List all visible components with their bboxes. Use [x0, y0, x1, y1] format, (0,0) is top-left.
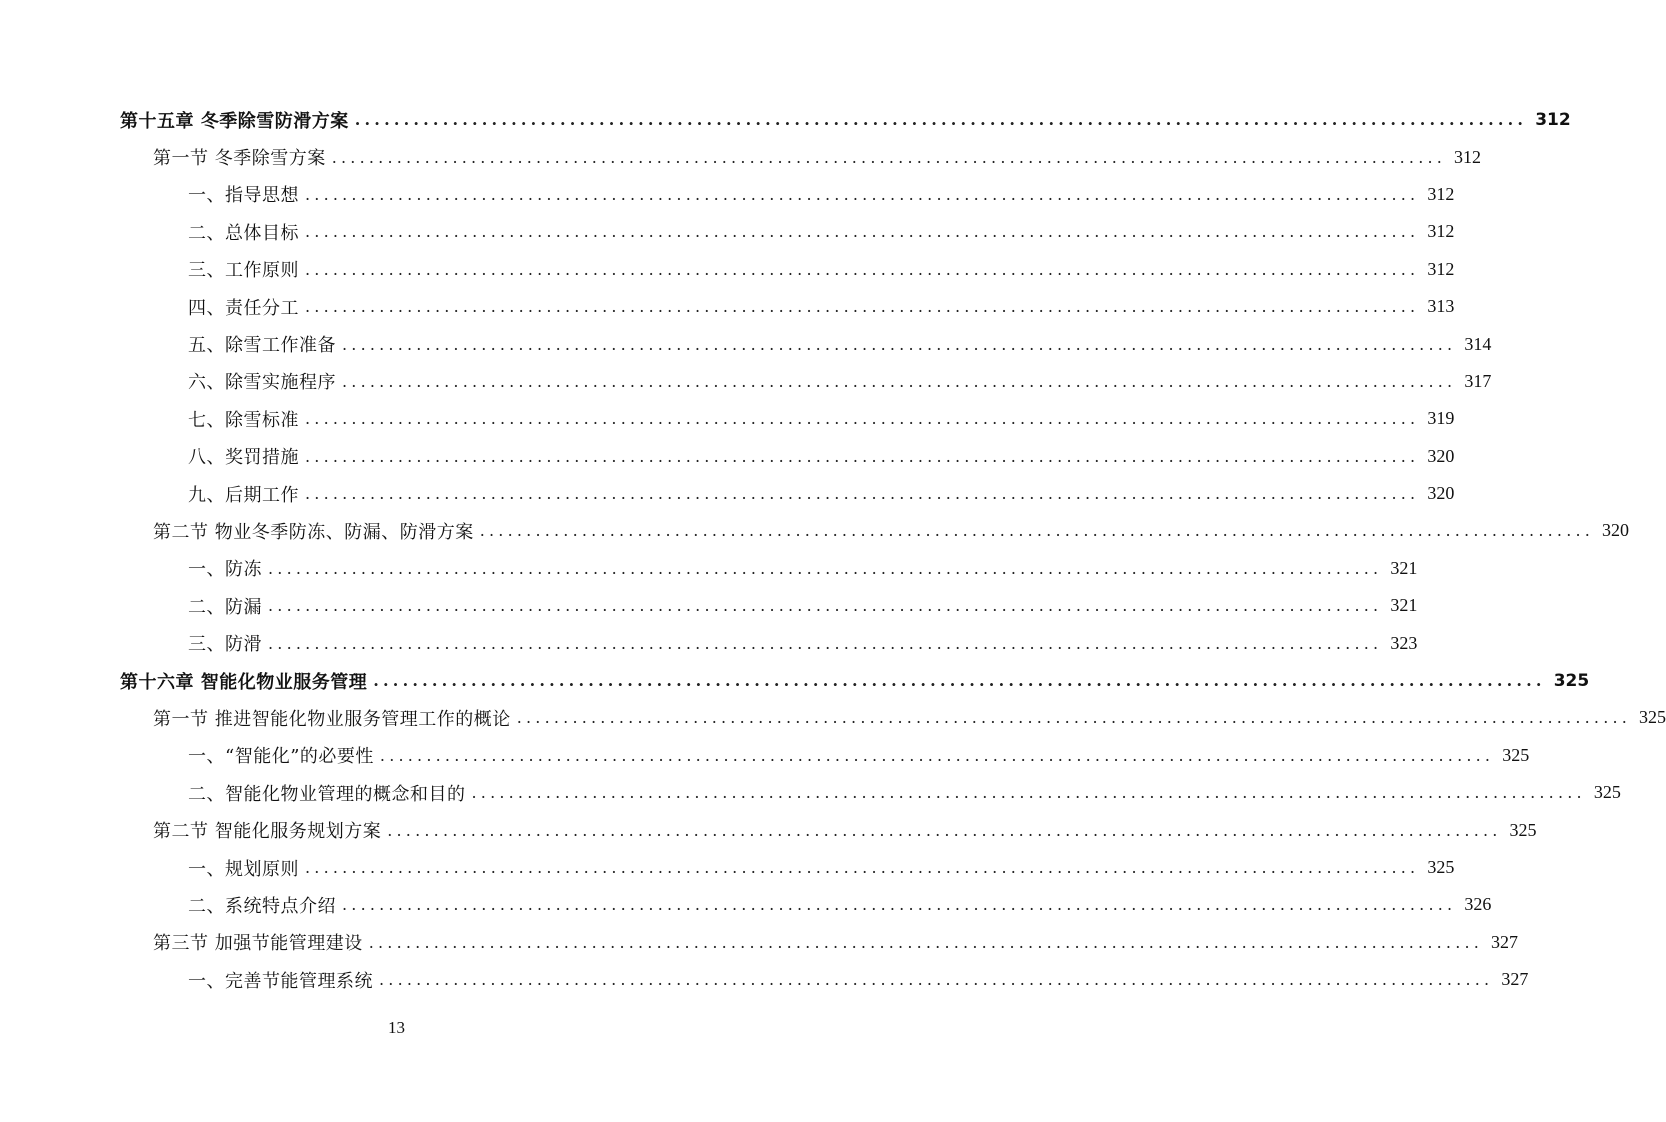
- toc-dot-leader: ........................................................................................................................: [268, 558, 1383, 578]
- toc-entry-title: 第二节 智能化服务规划方案: [153, 821, 382, 843]
- toc-entry-page: 320: [1602, 520, 1630, 541]
- toc-entry-item[interactable]: [0, 587, 1418, 624]
- toc-entry-title: 一、“智能化”的必要性: [188, 746, 374, 768]
- toc-entry-page: 325: [1593, 782, 1621, 803]
- toc-entry-page: 314: [1464, 333, 1492, 354]
- toc-entry-page: 325: [1509, 819, 1537, 840]
- toc-entry-page: 325: [1639, 707, 1666, 728]
- toc-entry-item[interactable]: [0, 961, 1529, 998]
- toc-dot-leader: ........................................................................................................................: [354, 110, 1528, 130]
- toc-entry-item[interactable]: [0, 251, 1455, 288]
- toc-entry-page: 312: [1454, 146, 1482, 167]
- toc-dot-leader: ........................................................................................................................: [479, 521, 1595, 541]
- toc-dot-leader: ........................................................................................................................: [379, 745, 1495, 765]
- toc-entry-title: 二、防漏: [188, 596, 262, 618]
- toc-entry-page: 312: [1535, 109, 1571, 130]
- toc-entry-page: 319: [1427, 408, 1455, 429]
- toc-entry-page: 323: [1390, 632, 1418, 653]
- toc-entry-page: 321: [1390, 595, 1418, 616]
- toc-entry-title: 八、奖罚措施: [188, 447, 299, 469]
- toc-dot-leader: ........................................................................................................................: [373, 671, 1546, 691]
- toc-entry-page: 312: [1427, 183, 1455, 204]
- toc-entry-page: 325: [1427, 857, 1455, 877]
- toc-entry-title: 二、智能化物业管理的概念和目的: [188, 783, 466, 805]
- toc-entry-title: 七、除雪标准: [188, 409, 299, 431]
- toc-entry-item[interactable]: [0, 325, 1492, 362]
- toc-dot-leader: ........................................................................................................................: [516, 708, 1632, 728]
- toc-entry-title: 三、防滑: [188, 634, 262, 656]
- toc-entry-page: 317: [1464, 370, 1492, 391]
- toc-entry-title: 五、除雪工作准备: [188, 335, 336, 357]
- toc-entry-title: 一、指导思想: [188, 185, 299, 207]
- toc-entry-item[interactable]: [0, 475, 1455, 512]
- toc-dot-leader: ........................................................................................................................: [342, 895, 1457, 915]
- toc-entry-chapter[interactable]: [0, 662, 1590, 699]
- toc-entry-title: 二、总体目标: [188, 222, 299, 244]
- toc-dot-leader: ........................................................................................................................: [368, 932, 1484, 952]
- toc-dot-leader: ........................................................................................................................: [305, 409, 1420, 429]
- toc-entry-page: 325: [1553, 670, 1590, 691]
- toc-entry-title: 第十五章 冬季除雪防滑方案: [120, 110, 349, 132]
- toc-entry-page: 320: [1427, 445, 1455, 466]
- toc-entry-title: 第二节 物业冬季防冻、防漏、防滑方案: [153, 521, 474, 543]
- toc-entry-page: 312: [1427, 258, 1455, 279]
- toc-entry-title: 第一节 推进智能化物业服务管理工作的概论: [153, 708, 511, 730]
- toc-dot-leader: ........................................................................................................................: [342, 371, 1457, 391]
- toc-entry-page: 320: [1427, 483, 1455, 504]
- toc-entry-title: 第一节 冬季除雪方案: [153, 148, 326, 170]
- toc-dot-leader: ........................................................................................................................: [305, 484, 1420, 504]
- toc-dot-leader: ........................................................................................................................: [268, 633, 1383, 653]
- toc-entry-title: 二、系统特点介绍: [188, 895, 336, 917]
- toc-entry-title: 九、后期工作: [188, 484, 299, 506]
- toc-dot-leader: ........................................................................................................................: [305, 446, 1420, 466]
- toc-entry-title: 四、责任分工: [188, 297, 299, 319]
- toc-entry-page: 321: [1390, 557, 1418, 578]
- toc-entry-item[interactable]: [0, 213, 1455, 250]
- toc-dot-leader: ........................................................................................................................: [387, 820, 1502, 840]
- toc-entry-title: 第十六章 智能化物业服务管理: [120, 671, 368, 693]
- toc-dot-leader: ........................................................................................................................: [379, 970, 1494, 990]
- toc-entry-page: 325: [1502, 744, 1530, 765]
- toc-entry-page: 326: [1464, 894, 1492, 915]
- toc-entry-chapter[interactable]: [0, 101, 1571, 138]
- toc-entry-section[interactable]: [0, 699, 1666, 736]
- toc-entry-section[interactable]: [0, 811, 1537, 848]
- toc-entry-item[interactable]: [0, 288, 1455, 325]
- toc-entry-item[interactable]: [0, 624, 1418, 661]
- toc-dot-leader: ........................................................................................................................: [305, 222, 1420, 242]
- toc-entry-item[interactable]: [0, 550, 1418, 587]
- page-number: 13: [388, 1018, 405, 1037]
- toc-entry-item[interactable]: [0, 176, 1455, 213]
- toc-entry-page: 312: [1427, 221, 1455, 242]
- toc-entry-title: 三、工作原则: [188, 260, 299, 282]
- toc-dot-leader: ........................................................................................................................: [305, 259, 1420, 279]
- toc-entry-page: 327: [1501, 969, 1529, 990]
- toc-entry-item[interactable]: [0, 737, 1530, 774]
- toc-entry-section[interactable]: [0, 924, 1519, 961]
- toc-entry-title: 一、完善节能管理系统: [188, 970, 373, 992]
- toc-entry-title: 六、除雪实施程序: [188, 372, 336, 394]
- toc-entry-title: 一、防冻: [188, 559, 262, 581]
- toc-entry-item[interactable]: [0, 849, 1455, 886]
- toc-entry-item[interactable]: [0, 774, 1621, 811]
- toc-entry-section[interactable]: [0, 138, 1482, 175]
- toc-entry-item[interactable]: [0, 400, 1455, 437]
- toc-entry-page: 313: [1427, 296, 1455, 317]
- toc-dot-leader: ........................................................................................................................: [305, 184, 1420, 204]
- toc-entry-title: 第三节 加强节能管理建设: [153, 933, 363, 955]
- toc-dot-leader: ........................................................................................................................: [342, 334, 1457, 354]
- toc-dot-leader: ........................................................................................................................: [268, 596, 1383, 616]
- toc-entry-item[interactable]: [0, 886, 1492, 923]
- toc-dot-leader: ........................................................................................................................: [305, 297, 1420, 317]
- toc-dot-leader: ........................................................................................................................: [331, 147, 1447, 167]
- toc-dot-leader: ........................................................................................................................: [305, 858, 1420, 877]
- toc-entry-item[interactable]: [0, 438, 1455, 475]
- toc-entry-title: 一、规划原则: [188, 858, 299, 880]
- toc-entry-section[interactable]: [0, 512, 1630, 549]
- toc-dot-leader: ........................................................................................................................: [471, 783, 1586, 803]
- toc-entry-page: 327: [1491, 931, 1519, 952]
- table-of-contents: [0, 101, 1666, 998]
- toc-entry-item[interactable]: [0, 363, 1492, 400]
